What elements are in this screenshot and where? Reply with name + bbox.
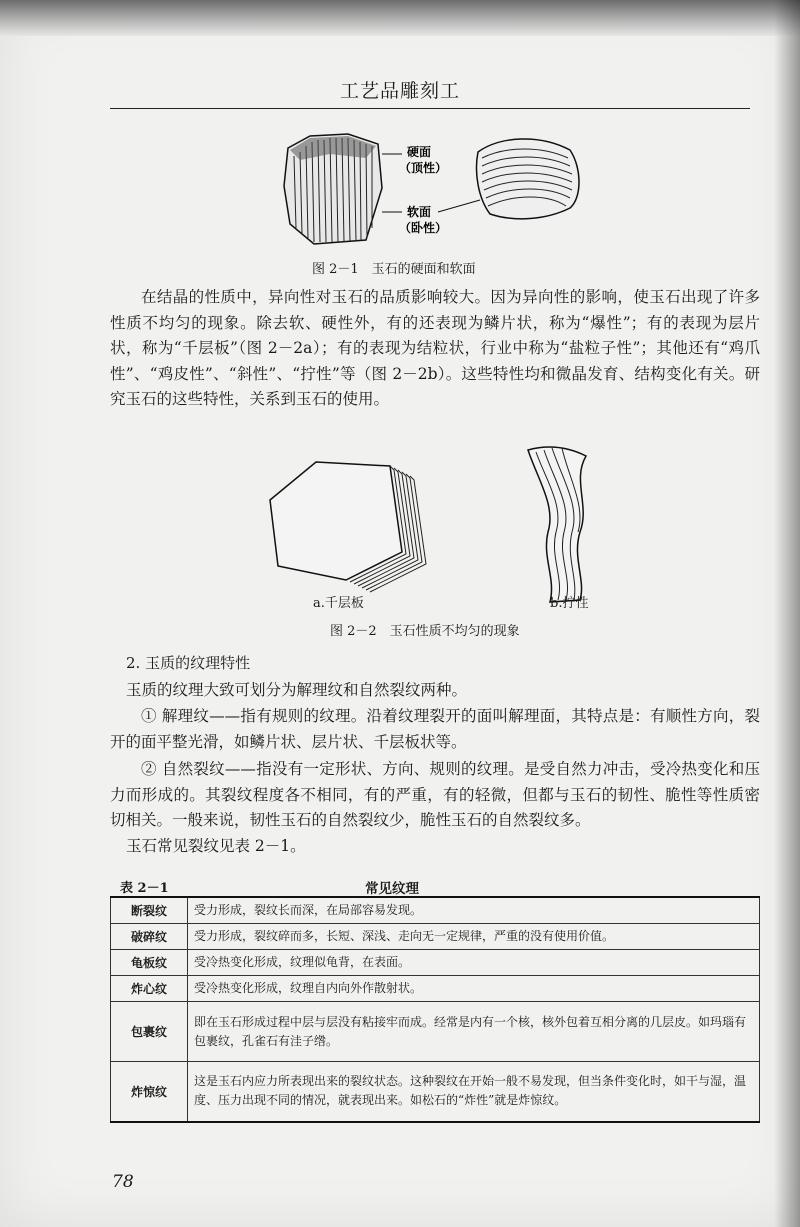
- page-number: 78: [112, 1172, 134, 1192]
- crack-types-table: [110, 896, 760, 1123]
- label-hard-face: 硬面: [407, 145, 432, 159]
- paragraph-natural-cracks: ② 自然裂纹——指没有一定形状、方向、规则的纹理。是受自然力冲击，受冷热变化和压力而形成的。其裂纹程度各不相同，有的严重，有的轻微，但都与玉石的韧性、脆性等性质密切相关。一般来说，韧性玉石的自然裂纹少，脆性玉石的自然裂纹多。: [110, 760, 760, 829]
- header-rule: [110, 108, 750, 109]
- table-row: [111, 1002, 760, 1062]
- crack-name: 包裹纹: [111, 1002, 188, 1062]
- crack-description: 这是玉石内应力所表现出来的裂纹状态。这种裂纹在开始一般不易发现，但当条件变化时，如干与湿，温度、压力出现不同的情况，就表现出来。如松石的“炸性”就是炸惊纹。: [188, 1062, 760, 1122]
- scan-gutter-shadow: [774, 0, 800, 1227]
- paragraph-texture-intro: 玉质的纹理大致可划分为解理纹和自然裂纹两种。: [126, 681, 468, 699]
- table-label: 表 2－1: [120, 881, 169, 896]
- soft-face-layered-drawing: [477, 139, 580, 219]
- figure2-label-a: a.千层板: [313, 596, 364, 611]
- crack-name: 断裂纹: [111, 897, 188, 924]
- table-row: [111, 976, 760, 1002]
- crack-name: 炸惊纹: [111, 1062, 188, 1122]
- paragraph-anisotropy: 在结晶的性质中，异向性对玉石的品质影响较大。因为异向性的影响，使玉石出现了许多性质不均匀的现象。除去软、硬性外，有的还表现为鳞片状，称为“爆性”；有的表现为层片状，称为“千层板”（图 2－2a）；有的表现为结粒状，行业中称为“盐粒子性”；其他还有“鸡爪性”、“鸡皮性”、“斜性”、“拧性”等（图 2－2b）。这些特性均和微晶发育、结构变化有关。研究玉石的这些特性，关系到玉石的使用。: [110, 288, 760, 408]
- table-row: [111, 924, 760, 950]
- figure2-label-b: b.拧性: [550, 596, 589, 611]
- crack-description: 即在玉石形成过程中层与层没有粘接牢而成。经常是内有一个核，核外包着互相分离的几层皮。如玛瑙有包裹纹，孔雀石有洼子绺。: [188, 1002, 760, 1062]
- running-header: 工艺品雕刻工: [339, 80, 460, 102]
- table-title: 常见纹理: [365, 881, 419, 897]
- hard-face-crystal-drawing: [284, 134, 382, 244]
- twisted-texture-drawing: [528, 447, 586, 602]
- paragraph-cleavage: ① 解理纹——指有规则的纹理。沿着纹理裂开的面叫解理面，其特点是：有顺性方向，裂开的面平整光滑，如鳞片状、层片状、千层板状等。: [110, 707, 760, 751]
- crack-description: 受冷热变化形成，纹理似龟背，在表面。: [188, 950, 760, 976]
- crack-name: 龟板纹: [111, 950, 188, 976]
- crack-name: 破碎纹: [111, 924, 188, 950]
- crack-name: 炸心纹: [111, 976, 188, 1002]
- crack-description: 受力形成，裂纹长而深，在局部容易发现。: [188, 897, 760, 924]
- crack-description: 受冷热变化形成，纹理自内向外作散射状。: [188, 976, 760, 1002]
- layered-plate-drawing: [270, 462, 426, 592]
- label-hard-face-sub: （顶性）: [399, 161, 448, 175]
- table-row: [111, 897, 760, 924]
- figure-uneven-properties: [250, 440, 610, 615]
- figure-hard-soft-faces: [270, 128, 590, 248]
- paragraph-table-ref: 玉石常见裂纹见表 2－1。: [126, 837, 306, 855]
- label-soft-face-sub: （卧性）: [399, 221, 448, 235]
- figure1-caption: 图 2－1 玉石的硬面和软面: [312, 262, 476, 277]
- section-heading-texture: 2. 玉质的纹理特性: [126, 654, 251, 672]
- figure2-caption: 图 2－2 玉石性质不均匀的现象: [330, 624, 520, 639]
- table-row: [111, 950, 760, 976]
- scan-top-shadow: [0, 0, 800, 36]
- label-soft-face: 软面: [407, 205, 432, 219]
- crack-description: 受力形成，裂纹碎而多，长短、深浅、走向无一定规律，严重的没有使用价值。: [188, 924, 760, 950]
- table-row: [111, 1062, 760, 1122]
